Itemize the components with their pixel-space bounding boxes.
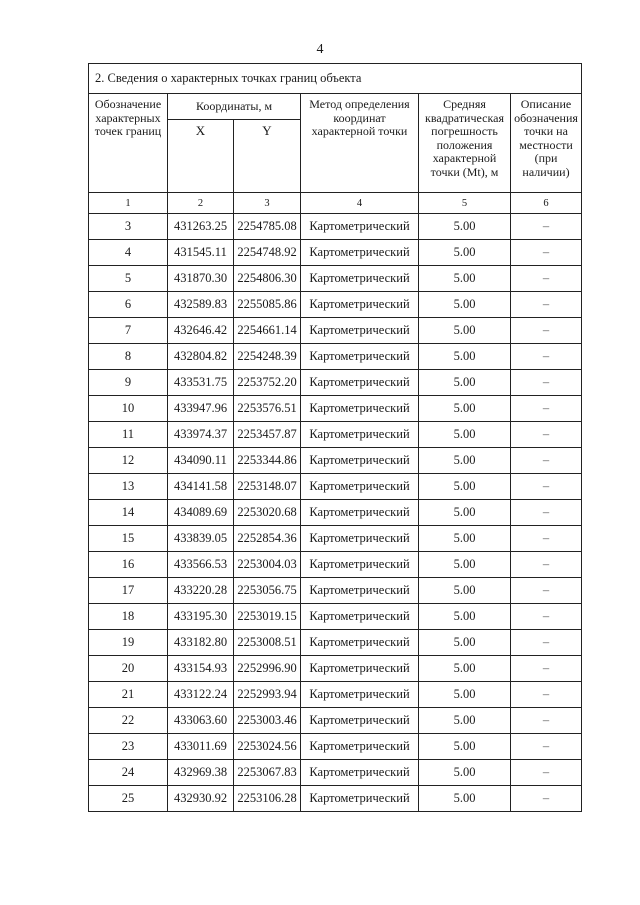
point-number: 3 [89,214,168,240]
table-row [89,656,582,682]
header-point-designation: Обозначение характерных точек границ [89,94,168,193]
coordinate-y: 2253576.51 [234,396,301,422]
coordinate-x: 432589.83 [168,292,234,318]
coordinate-x: 433947.96 [168,396,234,422]
table-row [89,526,582,552]
table-row [89,344,582,370]
point-number: 23 [89,734,168,760]
coordinate-y: 2254806.30 [234,266,301,292]
mean-error-cell: 5.00 [419,448,511,474]
method-cell: Картометрический [301,266,419,292]
mean-error-cell: 5.00 [419,266,511,292]
coordinate-x: 433839.05 [168,526,234,552]
method-cell: Картометрический [301,474,419,500]
mean-error-cell: 5.00 [419,734,511,760]
header-coordinates: Координаты, м [168,94,301,120]
method-cell: Картометрический [301,786,419,812]
point-number: 22 [89,708,168,734]
header-mean-error: Средняя квадратическая погрешность положения характерной точки (Mt), м [419,94,511,193]
coordinate-y: 2253008.51 [234,630,301,656]
description-cell: – [511,318,582,344]
method-cell: Картометрический [301,214,419,240]
table-row [89,370,582,396]
description-cell: – [511,630,582,656]
mean-error-cell: 5.00 [419,396,511,422]
mean-error-cell: 5.00 [419,656,511,682]
method-cell: Картометрический [301,604,419,630]
coordinate-y: 2252996.90 [234,656,301,682]
point-number: 12 [89,448,168,474]
coordinate-x: 434089.69 [168,500,234,526]
method-cell: Картометрический [301,448,419,474]
description-cell: – [511,656,582,682]
method-cell: Картометрический [301,370,419,396]
coordinate-x: 433122.24 [168,682,234,708]
description-cell: – [511,734,582,760]
table-row [89,500,582,526]
table-row [89,240,582,266]
coordinate-x: 431263.25 [168,214,234,240]
method-cell: Картометрический [301,760,419,786]
method-cell: Картометрический [301,682,419,708]
table-row [89,266,582,292]
point-number: 5 [89,266,168,292]
table-row [89,630,582,656]
mean-error-cell: 5.00 [419,474,511,500]
table-row [89,708,582,734]
table-row [89,760,582,786]
point-number: 17 [89,578,168,604]
coordinate-x: 432969.38 [168,760,234,786]
table-row [89,448,582,474]
mean-error-cell: 5.00 [419,344,511,370]
table-row [89,682,582,708]
coordinate-x: 433195.30 [168,604,234,630]
coordinate-y: 2253344.86 [234,448,301,474]
header-method: Метод определения координат характерной точки [301,94,419,193]
description-cell: – [511,448,582,474]
coordinate-x: 432646.42 [168,318,234,344]
point-number: 11 [89,422,168,448]
coordinate-x: 433154.93 [168,656,234,682]
mean-error-cell: 5.00 [419,682,511,708]
method-cell: Картометрический [301,552,419,578]
table-row [89,396,582,422]
coordinate-y: 2254748.92 [234,240,301,266]
coordinate-x: 431545.11 [168,240,234,266]
method-cell: Картометрический [301,734,419,760]
method-cell: Картометрический [301,422,419,448]
coordinate-y: 2253067.83 [234,760,301,786]
mean-error-cell: 5.00 [419,708,511,734]
mean-error-cell: 5.00 [419,214,511,240]
coordinate-y: 2253003.46 [234,708,301,734]
description-cell: – [511,474,582,500]
mean-error-cell: 5.00 [419,526,511,552]
table-body [89,214,582,812]
table-row [89,214,582,240]
method-cell: Картометрический [301,656,419,682]
description-cell: – [511,552,582,578]
column-number: 4 [301,193,419,214]
description-cell: – [511,786,582,812]
column-number: 6 [511,193,582,214]
point-number: 21 [89,682,168,708]
coordinate-y: 2253019.15 [234,604,301,630]
description-cell: – [511,578,582,604]
table-row [89,474,582,500]
description-cell: – [511,708,582,734]
coordinate-y: 2252993.94 [234,682,301,708]
coordinate-x: 434090.11 [168,448,234,474]
point-number: 14 [89,500,168,526]
mean-error-cell: 5.00 [419,578,511,604]
description-cell: – [511,760,582,786]
coordinate-y: 2253457.87 [234,422,301,448]
method-cell: Картометрический [301,630,419,656]
coordinate-y: 2253056.75 [234,578,301,604]
coordinate-y: 2252854.36 [234,526,301,552]
mean-error-cell: 5.00 [419,292,511,318]
table-row [89,734,582,760]
coordinate-x: 433566.53 [168,552,234,578]
method-cell: Картометрический [301,708,419,734]
description-cell: – [511,682,582,708]
table-row [89,318,582,344]
coordinate-y: 2253020.68 [234,500,301,526]
coordinate-y: 2253752.20 [234,370,301,396]
description-cell: – [511,500,582,526]
table-row [89,604,582,630]
method-cell: Картометрический [301,318,419,344]
point-number: 9 [89,370,168,396]
description-cell: – [511,604,582,630]
mean-error-cell: 5.00 [419,370,511,396]
point-number: 24 [89,760,168,786]
mean-error-cell: 5.00 [419,318,511,344]
coordinate-y: 2253004.03 [234,552,301,578]
point-number: 10 [89,396,168,422]
page-number: 4 [316,42,324,57]
description-cell: – [511,370,582,396]
coordinate-x: 433063.60 [168,708,234,734]
coordinate-y: 2253148.07 [234,474,301,500]
coordinate-y: 2254661.14 [234,318,301,344]
table-row [89,552,582,578]
coordinate-y: 2254785.08 [234,214,301,240]
coordinate-x: 433011.69 [168,734,234,760]
method-cell: Картометрический [301,292,419,318]
table-row [89,292,582,318]
point-number: 19 [89,630,168,656]
header-y: Y [234,120,301,193]
coordinate-x: 433220.28 [168,578,234,604]
description-cell: – [511,422,582,448]
coordinate-x: 431870.30 [168,266,234,292]
point-number: 15 [89,526,168,552]
point-number: 4 [89,240,168,266]
method-cell: Картометрический [301,396,419,422]
column-numbers-row [89,193,582,214]
coordinate-x: 433974.37 [168,422,234,448]
boundary-points-table [88,63,582,812]
mean-error-cell: 5.00 [419,552,511,578]
coordinate-x: 433182.80 [168,630,234,656]
mean-error-cell: 5.00 [419,760,511,786]
method-cell: Картометрический [301,240,419,266]
table-row [89,422,582,448]
description-cell: – [511,266,582,292]
column-number: 1 [89,193,168,214]
point-number: 6 [89,292,168,318]
coordinate-y: 2253106.28 [234,786,301,812]
coordinate-y: 2254248.39 [234,344,301,370]
mean-error-cell: 5.00 [419,500,511,526]
point-number: 8 [89,344,168,370]
point-number: 16 [89,552,168,578]
description-cell: – [511,214,582,240]
method-cell: Картометрический [301,526,419,552]
method-cell: Картометрический [301,500,419,526]
mean-error-cell: 5.00 [419,240,511,266]
mean-error-cell: 5.00 [419,422,511,448]
coordinate-y: 2253024.56 [234,734,301,760]
point-number: 20 [89,656,168,682]
mean-error-cell: 5.00 [419,604,511,630]
header-description: Описание обозначения точки на местности (при наличии) [511,94,582,193]
method-cell: Картометрический [301,578,419,604]
coordinate-x: 434141.58 [168,474,234,500]
point-number: 18 [89,604,168,630]
description-cell: – [511,396,582,422]
column-number: 2 [168,193,234,214]
description-cell: – [511,344,582,370]
point-number: 7 [89,318,168,344]
description-cell: – [511,240,582,266]
description-cell: – [511,526,582,552]
point-number: 25 [89,786,168,812]
table-row [89,578,582,604]
column-number: 3 [234,193,301,214]
header-x: X [168,120,234,193]
point-number: 13 [89,474,168,500]
coordinate-x: 432930.92 [168,786,234,812]
description-cell: – [511,292,582,318]
coordinate-x: 433531.75 [168,370,234,396]
method-cell: Картометрический [301,344,419,370]
coordinate-x: 432804.82 [168,344,234,370]
table-row [89,786,582,812]
coordinate-y: 2255085.86 [234,292,301,318]
section-title: 2. Сведения о характерных точках границ объекта [89,64,582,94]
mean-error-cell: 5.00 [419,630,511,656]
mean-error-cell: 5.00 [419,786,511,812]
column-number: 5 [419,193,511,214]
